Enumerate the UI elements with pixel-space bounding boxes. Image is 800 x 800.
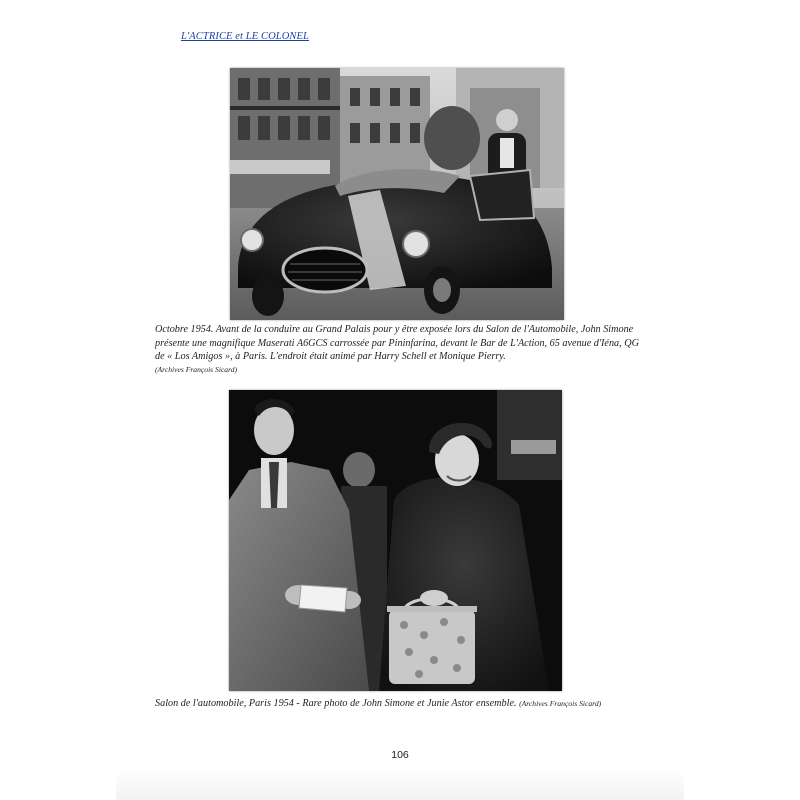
figure-caption-1-text: Octobre 1954. Avant de la conduire au Grand Palais pour y être exposée lors du Salon de l'Automobile, John Simone présente une magnifique Maserati A6GCS carrossée par Pininfarina, devant le Bar de L'Action, 65 avenue d'Iéna, QG de « Los Amigos », à Paris. L'endroit était animé par Harry Schell et Monique Pierry. [155,324,639,362]
page-number: 106 [391,749,409,761]
photo-maserati-car [230,68,564,320]
figure-credit-1: (Archives François Sicard) [155,364,238,374]
header-title-link[interactable]: L'ACTRICE et LE COLONEL [181,31,309,42]
figure-caption-2-text: Salon de l'automobile, Paris 1954 - Rare photo de John Simone et Junie Astor ensemble. [155,698,517,709]
figure-caption-1 [155,323,645,375]
figure-caption-2 [155,697,645,711]
figure-credit-2: (Archives François Sicard) [519,699,602,708]
photo-john-simone-junie-astor [229,390,562,691]
page-bottom-shadow [116,770,684,800]
